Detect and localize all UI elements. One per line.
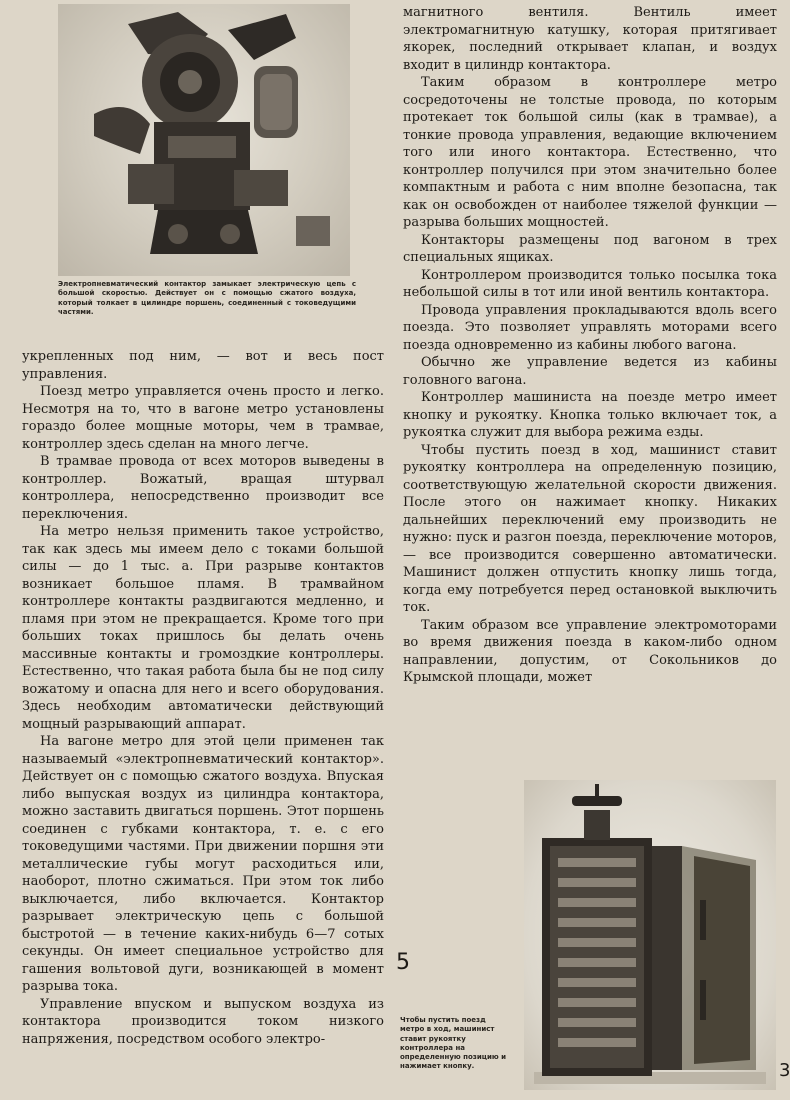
page-number: 5 bbox=[396, 950, 410, 975]
controller-caption: Чтобы пустить поезд метро в ход, машинист ставит рукоятку контроллера на определенную позицию и нажимает кнопку. bbox=[400, 1016, 507, 1071]
controller-photo bbox=[524, 780, 776, 1090]
paragraph: укрепленных под ним, — вот и весь пост управления. bbox=[22, 349, 384, 382]
contactor-photo bbox=[58, 4, 350, 276]
contactor-illustration bbox=[58, 4, 350, 276]
paragraph: Обычно же управление ведется из кабины головного вагона. bbox=[403, 355, 777, 388]
controller-cabinet-illustration bbox=[524, 780, 776, 1090]
right-column bbox=[403, 4, 777, 687]
contactor-caption: Электропневматический контактор замыкает электрическую цепь с большой скоростью. Действует он с помощью сжатого воздуха, который толкает в цилиндре поршень, соединенный с токоведущими частями. bbox=[58, 280, 356, 316]
edge-mark: 3 bbox=[779, 1060, 790, 1081]
paragraph: Таким образом все управление электромоторами во время движения поезда в каком-либо одном направлении, допустим, от Сокольников до Крымской площади, может bbox=[403, 617, 777, 685]
paragraph: На вагоне метро для этой цели применен так называемый «электропневматический контактор». Действует он с помощью сжатого воздуха. Впуская либо выпуская воздух из цилиндра контактора, можно заставить двигаться поршень. Этот поршень соединен с губками контактора, т. е. с его токоведущими частями. При движении поршня эти металлические губы могут расходиться или, наоборот, плотно сжиматься. При этом ток либо выключается, либо включается. Контактор разрывает электрическую цепь с большой быстротой — в течение каких-нибудь 6—7 сотых секунды. Он имеет специальное устройство для гашения вольтовой дуги, возникающей в момент разрыва тока. bbox=[22, 734, 384, 994]
paragraph: Управление впуском и выпуском воздуха из контактора производится током низкого напряжения, посредством особого электро- bbox=[22, 996, 384, 1047]
paragraph: Контакторы размещены под вагоном в трех специальных ящиках. bbox=[403, 232, 777, 265]
paragraph: Чтобы пустить поезд в ход, машинист ставит рукоятку контроллера на определенную позицию, соответствующую желательной скорости движения. После этого он нажимает кнопку. Никаких дальнейших переключений ему производить не нужно: пуск и разгон поезда, переключение моторов, — все производится совершенно автоматически. Машинист должен отпустить кнопку лишь тогда, когда ему потребуется перед остановкой выключить ток. bbox=[403, 442, 777, 615]
paragraph: Контроллер машиниста на поезде метро имеет кнопку и рукоятку. Кнопка только включает ток, а рукоятка служит для выбора режима езды. bbox=[403, 390, 777, 440]
paragraph: Провода управления прокладываются вдоль всего поезда. Это позволяет управлять моторами всего поезда одновременно из кабины любого вагона. bbox=[403, 302, 777, 353]
paragraph: В трамвае провода от всех моторов выведены в контроллер. Вожатый, вращая штурвал контроллера, непосредственно производит все переключения. bbox=[22, 454, 384, 522]
paragraph: На метро нельзя применить такое устройство, так как здесь мы имеем дело с токами большой силы — до 1 тыс. а. При разрыве контактов возникает большое пламя. В трамвайном контроллере контакты раздвигаются медленно, и пламя при этом не прекращается. Кроме того при больших токах пришлось бы делать очень массивные контакты и громоздкие контроллеры. Естественно, что такая работа была бы не под силу вожатому и опасна для него и всего оборудования. Здесь необходим автоматически действующий мощный разрывающий аппарат. bbox=[22, 524, 384, 732]
paragraph: Контроллером производится только посылка тока небольшой силы в тот или иной вентиль контактора. bbox=[403, 267, 777, 300]
left-column bbox=[22, 348, 384, 1048]
paragraph: магнитного вентиля. Вентиль имеет электромагнитную катушку, которая притягивает якорек, последний открывает клапан, и воздух входит в цилиндр контактора. bbox=[403, 5, 777, 73]
paragraph: Таким образом в контроллере метро сосредоточены не толстые провода, по которым протекает ток большой силы (как в трамвае), а тонкие провода управления, ведающие включением того или иного контактора. Естественно, что контроллер получился при этом значительно более компактным и работа с ним вполне безопасна, так как он освобожден от наиболее тяжелой функции — разрыва больших мощностей. bbox=[403, 75, 777, 230]
paragraph: Поезд метро управляется очень просто и легко. Несмотря на то, что в вагоне метро установлены гораздо более мощные моторы, чем в трамвае, контроллер здесь сделан на много легче. bbox=[22, 384, 384, 452]
